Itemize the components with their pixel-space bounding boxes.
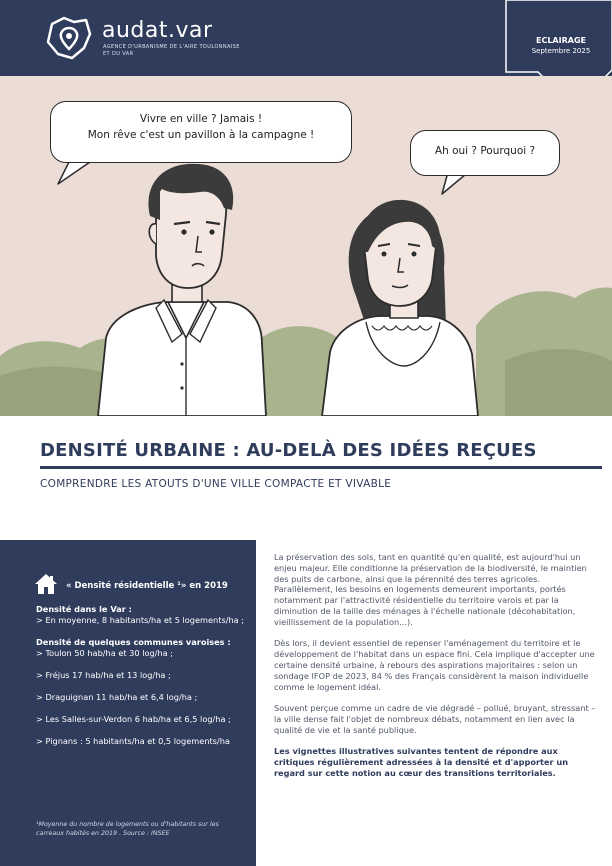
brand-name: audat.var <box>102 18 213 43</box>
bush-right-front <box>505 349 612 416</box>
sidebar-heading: « Densité résidentielle ¹» en 2019 <box>66 581 228 591</box>
man-character <box>98 164 266 416</box>
article-conclusion: Les vignettes illustratives suivantes tentent de répondre aux critiques régulièrement adressées à la densité et d'apporter un regard sur cette notion au cœur des transitions territoriales. <box>274 746 569 778</box>
document-subtitle: COMPRENDRE LES ATOUTS D'UNE VILLE COMPACTE ET VIVABLE <box>40 478 392 490</box>
illustration-scene <box>0 76 612 416</box>
speech-line-1: Vivre en ville ? Jamais ! <box>139 113 263 125</box>
commune-item: > Toulon 50 hab/ha et 30 log/ha ; <box>36 648 174 658</box>
var-density-heading: Densité dans le Var : <box>36 604 132 614</box>
article-paragraph: Souvent perçue comme un cadre de vie dégradé – pollué, bruyant, stressant – la ville dense fait l'objet de nombreux débats, notamment en lien avec la qualité de vie et la santé publique. <box>274 703 596 735</box>
audat-logo-icon <box>44 14 94 62</box>
sidebar-body <box>36 604 248 747</box>
article-paragraph: La préservation des sols, tant en quantité qu'en qualité, est aujourd'hui un enjeu majeur. Elle conditionne la préservation de la biodiversité, le maintien des puits de carbone, ainsi que la pérennité des terres agricoles. Parallèlement, les besoins en logements demeurent importants, portés notamment par l'attractivité résidentielle du territoire varois et par la diminution de la taille des ménages à l'échelle nationale (décohabitation, vieillissement de la population...). <box>274 552 587 627</box>
woman-character <box>322 200 478 416</box>
title-divider <box>40 466 602 469</box>
commune-item: > Draguignan 11 hab/ha et 6,4 log/ha ; <box>36 692 198 702</box>
brand-tagline: AGENCE D'URBANISME DE L'AIRE TOULONNAISE ET DU VAR <box>103 44 240 57</box>
var-density-item: > En moyenne, 8 habitants/ha et 5 logements/ha ; <box>36 615 245 625</box>
speech-reply: Ah oui ? Pourquoi ? <box>434 145 536 157</box>
bubble-left-tail <box>58 160 90 184</box>
document-title: DENSITÉ URBAINE : AU-DELÀ DES IDÉES REÇUES <box>40 440 537 461</box>
speech-bubble-man <box>50 101 352 163</box>
sidebar-footnote: ¹Moyenne du nombre de logements ou d'habitants sur les carreaux habités en 2019 . Source : INSEE <box>36 821 219 837</box>
speech-bubble-woman <box>410 130 560 176</box>
house-icon <box>34 573 58 595</box>
commune-item: > Fréjus 17 hab/ha et 13 log/ha ; <box>36 670 171 680</box>
publication-type: ECLAIRAGE <box>536 36 586 45</box>
article-paragraph: Dès lors, il devient essentiel de repenser l'aménagement du territoire et le développement de l'habitat dans un espace fini. Cela implique d'accepter une certaine densité urbaine, à rebours des aspirations majoritaires : selon un sondage IFOP de 2023, 84 % des Français considèrent la maison individuelle comme le logement idéal. <box>274 638 595 692</box>
publication-date: Septembre 2025 <box>531 47 591 55</box>
commune-item: > Pignans : 5 habitants/ha et 0,5 logements/ha <box>36 736 230 746</box>
commune-item: > Les Salles-sur-Verdon 6 hab/ha et 6,5 log/ha ; <box>36 714 231 724</box>
article-body <box>274 552 596 790</box>
density-sidebar <box>0 540 256 866</box>
speech-line-2: Mon rêve c'est un pavillon à la campagne ! <box>87 129 315 141</box>
communes-heading: Densité de quelques communes varoises : <box>36 637 231 647</box>
